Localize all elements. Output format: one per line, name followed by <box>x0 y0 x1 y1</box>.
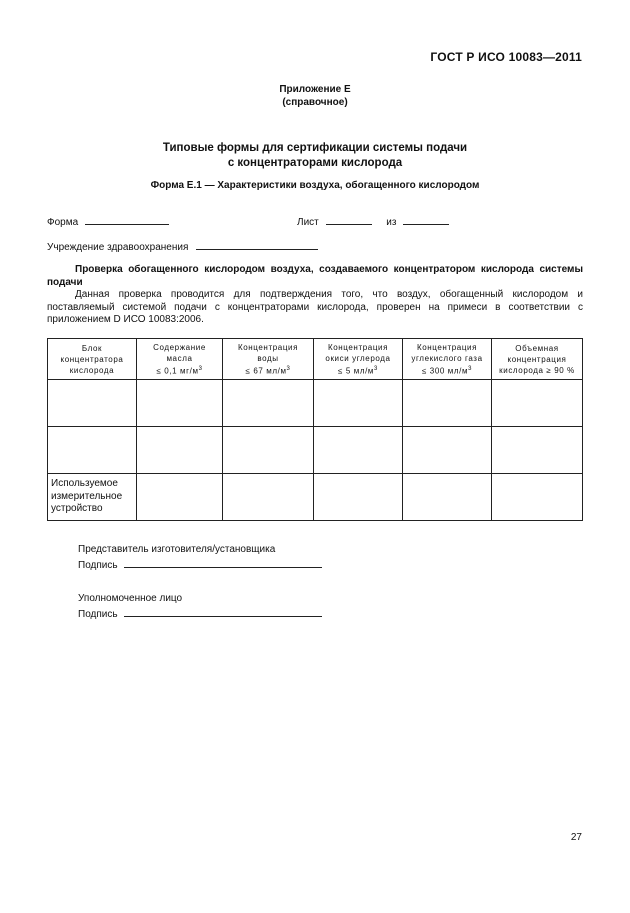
check-title: Проверка обогащенного кислородом воздуха, создаваемого концентратором кислорода системы подачи <box>47 264 583 288</box>
sheet-number-blank[interactable] <box>326 214 372 225</box>
institution-blank[interactable] <box>196 239 318 250</box>
table-cell[interactable] <box>314 427 403 474</box>
table-cell[interactable] <box>223 380 314 427</box>
col-header-unit: Блок концентратора кислорода <box>48 339 137 380</box>
form-title: Форма Е.1 — Характеристики воздуха, обогащенного кислородом <box>150 180 480 191</box>
authorized-label: Уполномоченное лицо <box>78 593 183 604</box>
section-heading <box>0 141 630 171</box>
table-cell[interactable] <box>137 474 223 521</box>
table-cell[interactable] <box>48 380 137 427</box>
table-row-device <box>48 474 583 521</box>
check-body: Данная проверка проводится для подтверждения того, что воздух, обогащенный кислородом и поставляемый системой подачи с концентраторами кислорода, проверен на примеси в соответствии с приложением D ИСО 10083:2006. <box>47 289 583 325</box>
page-number: 27 <box>570 832 582 843</box>
institution-label: Учреждение здравоохранения <box>47 242 189 253</box>
table-cell[interactable] <box>492 380 583 427</box>
appendix-heading <box>0 83 630 109</box>
table-row <box>48 427 583 474</box>
col-header-water: Концентрация воды ≤ 67 $мл/м^3$ <box>223 339 314 380</box>
table-cell[interactable] <box>48 427 137 474</box>
sheet-total-blank[interactable] <box>403 214 449 225</box>
table-cell[interactable] <box>492 474 583 521</box>
representative-label: Представитель изготовителя/установщика <box>78 544 276 555</box>
authorized-block <box>78 592 322 622</box>
results-table <box>47 338 583 521</box>
section-heading-line2: с концентраторами кислорода <box>227 157 403 169</box>
table-cell[interactable] <box>137 427 223 474</box>
table-cell[interactable] <box>492 427 583 474</box>
device-label-cell: Используемое измерительное устройство <box>48 474 137 521</box>
table-cell[interactable] <box>314 380 403 427</box>
col-header-co2: Концентрация углекислого газа ≤ 300 $мл/м^3$ <box>403 339 492 380</box>
representative-block <box>78 543 322 573</box>
check-section <box>47 264 583 327</box>
table-row <box>48 380 583 427</box>
signature-label: Подпись <box>78 560 118 571</box>
appendix-title: Приложение Е <box>279 84 351 95</box>
table-cell[interactable] <box>403 427 492 474</box>
form-field-row <box>47 214 169 228</box>
table-cell[interactable] <box>223 474 314 521</box>
col-header-oxygen: Объемная концентрация кислорода ≥ 90 % <box>492 339 583 380</box>
table-cell[interactable] <box>403 380 492 427</box>
table-cell[interactable] <box>137 380 223 427</box>
table-header-row <box>48 339 583 380</box>
table-cell[interactable] <box>314 474 403 521</box>
institution-field-row <box>47 239 318 253</box>
sheet-label: Лист <box>297 217 319 228</box>
form-label: Форма <box>47 217 79 228</box>
col-header-oil: Содержание масла ≤ 0,1 $мг/м^3$ <box>137 339 223 380</box>
representative-signature-blank[interactable] <box>124 557 322 568</box>
sheet-field-row <box>297 214 449 228</box>
table-cell[interactable] <box>403 474 492 521</box>
appendix-note: (справочное) <box>282 97 348 108</box>
table-cell[interactable] <box>223 427 314 474</box>
standard-number: ГОСТ Р ИСО 10083—2011 <box>430 50 582 64</box>
section-heading-line1: Типовые формы для сертификации системы подачи <box>162 142 468 154</box>
form-number-blank[interactable] <box>85 214 169 225</box>
authorized-signature-blank[interactable] <box>124 606 322 617</box>
col-header-co: Концентрация окиси углерода ≤ 5 $мл/м^3$ <box>314 339 403 380</box>
signature-label: Подпись <box>78 609 118 620</box>
of-label: из <box>386 217 397 228</box>
